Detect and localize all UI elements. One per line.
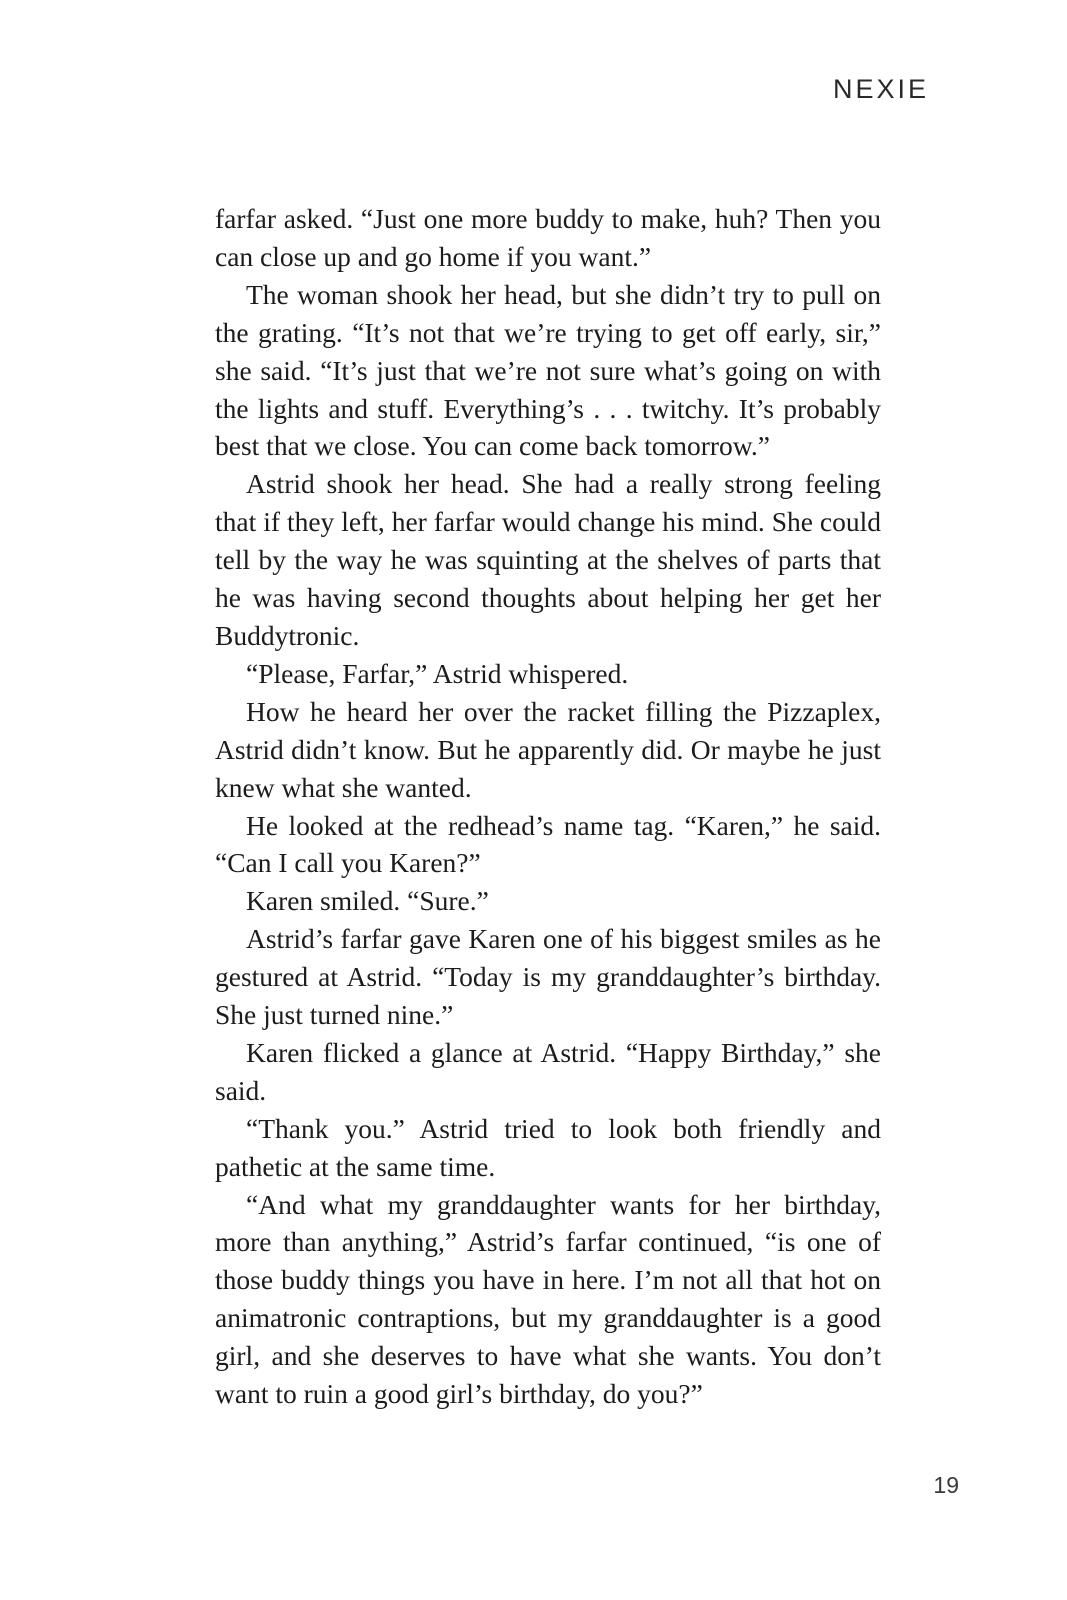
running-head-title: NEXIE <box>832 74 929 104</box>
paragraph: He looked at the redhead’s name tag. “Karen,” he said. “Can I call you Karen?” <box>215 809 881 879</box>
paragraph: “Thank you.” Astrid tried to look both friendly and pathetic at the same time. <box>215 1112 881 1182</box>
paragraph: The woman shook her head, but she didn’t try to pull on the grating. “It’s not that we’re trying to get off early, sir,” she said. “It’s just that we’re not sure what’s going on with the lights and stuff. Everything’s . . . twitchy. It’s probably best that we close. You can come back tomorrow.” <box>215 278 881 462</box>
paragraph: Astrid shook her head. She had a really strong feeling that if they left, her farfar would change his mind. She could tell by the way he was squinting at the shelves of parts that he was having second thoughts about helping her get her Buddytronic. <box>215 468 881 651</box>
paragraph: “Please, Farfar,” Astrid whispered. <box>246 657 629 689</box>
paragraph: How he heard her over the racket filling the Pizzaplex, Astrid didn’t know. But he apparently did. Or maybe he just knew what she wanted. <box>215 695 881 803</box>
paragraph: farfar asked. “Just one more buddy to make, huh? Then you can close up and go home if you want.” <box>215 203 881 272</box>
body-text <box>215 200 881 1413</box>
paragraph: Astrid’s farfar gave Karen one of his biggest smiles as he gestured at Astrid. “Today is my granddaughter’s birthday. She just turned nine.” <box>215 923 881 1031</box>
paragraph: Karen flicked a glance at Astrid. “Happy Birthday,” she said. <box>215 1036 881 1106</box>
page-number: 19 <box>933 1472 959 1498</box>
paragraph: Karen smiled. “Sure.” <box>246 885 489 917</box>
paragraph: “And what my granddaughter wants for her birthday, more than anything,” Astrid’s farfar continued, “is one of those buddy things you have in here. I’m not all that hot on animatronic contraptions, but my granddaughter is a good girl, and she deserves to have what she wants. You don’t want to ruin a good girl’s birthday, do you?” <box>215 1188 881 1410</box>
